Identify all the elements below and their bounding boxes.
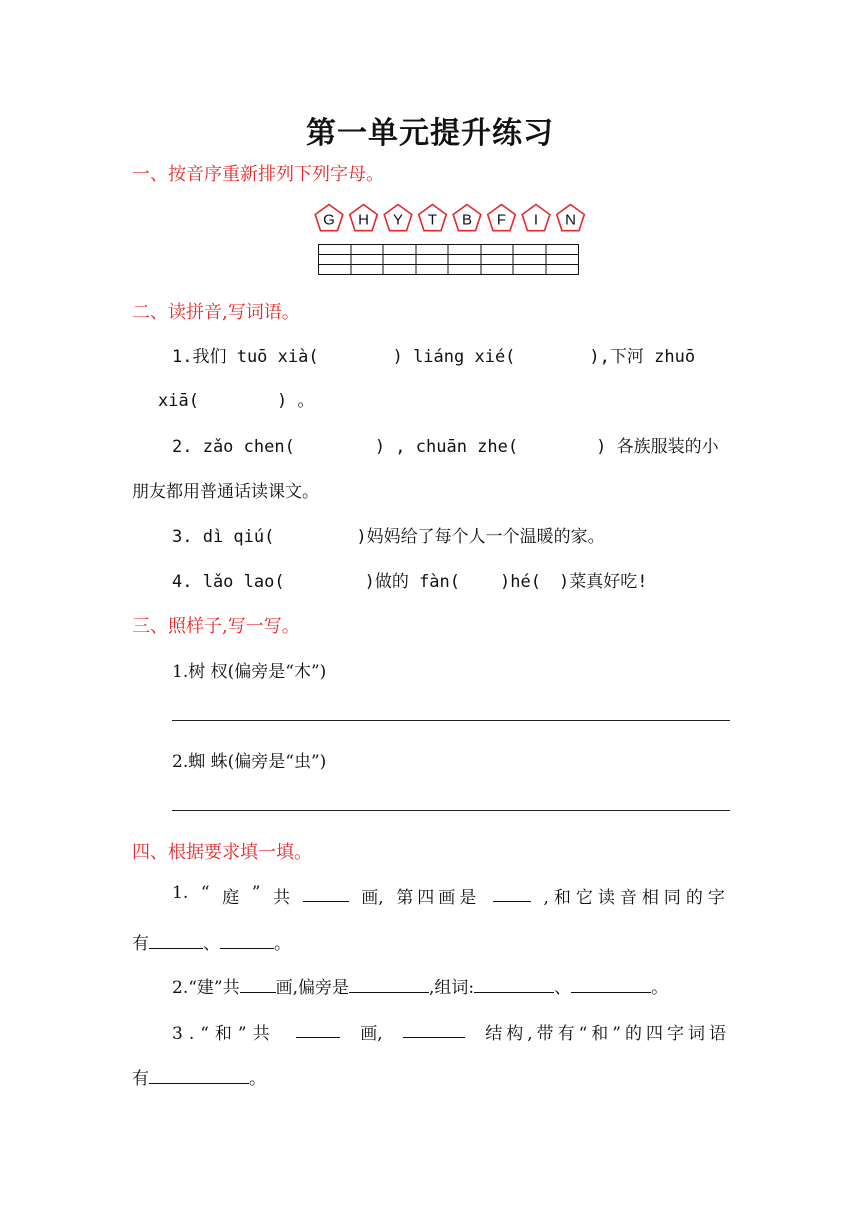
- q4-text: 。: [249, 1069, 266, 1089]
- q2-l1-text: 1.我们 tuō xià(: [172, 347, 319, 367]
- letter-pentagons: [312, 200, 592, 236]
- q4-line3-cont: [132, 1064, 266, 1089]
- q2-l1e-text: ) 。: [276, 391, 315, 411]
- q2-l2c-text: ) 各族服装的小: [596, 437, 719, 457]
- blank-underline[interactable]: [493, 883, 531, 902]
- letter-B: B: [461, 211, 473, 229]
- q2-l4b-text: )做的 fàn(: [364, 572, 461, 592]
- blank-underline[interactable]: [296, 1019, 340, 1038]
- q4-text: 2.“建”共: [172, 978, 240, 998]
- q4-text: 画,: [361, 888, 384, 908]
- q2-l2b-text: ) , chuān zhe(: [374, 437, 519, 457]
- blank-underline[interactable]: [303, 883, 349, 902]
- letter-H: H: [358, 211, 369, 229]
- q2-l3b-text: )妈妈给了每个人一个温暖的家。: [356, 527, 605, 547]
- blank-underline[interactable]: [474, 974, 554, 993]
- q2-l1d-text: xiā(: [158, 391, 199, 411]
- q4-line3: [172, 1019, 730, 1044]
- q4-text: ,组词:: [429, 978, 475, 998]
- section-2-heading: 二、读拼音,写词语。: [132, 302, 300, 323]
- letter-F: F: [496, 211, 507, 229]
- page-title: 第一单元提升练习: [306, 116, 554, 151]
- letter-Y: Y: [392, 211, 404, 229]
- q2-l1b-text: ) liáng xié(: [392, 347, 516, 367]
- q3-answer-line-1[interactable]: [172, 720, 730, 721]
- letter-G: G: [323, 211, 335, 229]
- q3-item-1: 1.树 杈(偏旁是“木”): [172, 662, 327, 682]
- q2-line4: [172, 567, 647, 592]
- q4-text: 画,: [360, 1024, 383, 1044]
- q4-text: 。: [651, 978, 669, 998]
- q4-text: 有: [132, 934, 149, 954]
- q2-l3a-text: 3. dì qiú(: [172, 527, 275, 547]
- letter-T: T: [427, 211, 438, 229]
- q2-line1-cont: [158, 386, 314, 411]
- q4-char: 共: [273, 888, 291, 908]
- q4-text: ,和它读音相同的字: [543, 888, 730, 908]
- blank-underline[interactable]: [571, 974, 651, 993]
- blank-underline[interactable]: [349, 974, 429, 993]
- q2-line2-cont: 朋友都用普通话读课文。: [132, 482, 319, 502]
- writing-grid: [318, 244, 580, 277]
- q2-l4a-text: 4. lǎo lao(: [172, 572, 285, 592]
- q3-item-2: 2.蜘 蛛(偏旁是“虫”): [172, 752, 327, 772]
- q4-text: 有: [132, 1069, 149, 1089]
- q4-char: 1.: [172, 883, 189, 903]
- q4-text: 画,偏旁是: [275, 978, 350, 998]
- q2-l4c-text: )hé(: [500, 572, 541, 592]
- q2-line2: [172, 432, 719, 457]
- section-4-heading: 四、根据要求填一填。: [132, 842, 312, 863]
- q4-char: ”: [251, 883, 261, 903]
- q4-char: “: [200, 883, 210, 903]
- blank-underline[interactable]: [403, 1019, 465, 1038]
- q4-line2: [172, 973, 668, 998]
- q3-answer-line-2[interactable]: [172, 810, 730, 811]
- q4-char: 庭: [222, 888, 240, 908]
- q2-l2a-text: 2. zǎo chen(: [172, 437, 295, 457]
- q4-text: 结构,带有“和”的四字词语: [485, 1024, 730, 1044]
- q4-text: 、: [203, 934, 220, 954]
- section-1-heading: 一、按音序重新排列下列字母。: [132, 164, 384, 185]
- q4-text: 。: [274, 934, 291, 954]
- blank-underline[interactable]: [149, 1065, 249, 1084]
- q2-line1: [172, 342, 695, 367]
- section-3-heading: 三、照样子,写一写。: [132, 616, 300, 637]
- q2-line3: [172, 522, 605, 547]
- q2-l1c-text: ),下河 zhuō: [589, 347, 696, 367]
- q4-line1-cont: [132, 929, 291, 954]
- blank-underline[interactable]: [240, 974, 276, 993]
- blank-underline[interactable]: [149, 930, 203, 949]
- q4-line1: [172, 883, 730, 908]
- q2-l4d-text: )菜真好吃!: [558, 572, 648, 592]
- blank-underline[interactable]: [220, 930, 274, 949]
- letter-N: N: [565, 211, 576, 229]
- q4-text: 、: [554, 978, 572, 998]
- q4-text: 3.“和”共: [172, 1024, 276, 1044]
- q4-text: 第四画是: [396, 888, 481, 908]
- letter-I: I: [533, 211, 539, 229]
